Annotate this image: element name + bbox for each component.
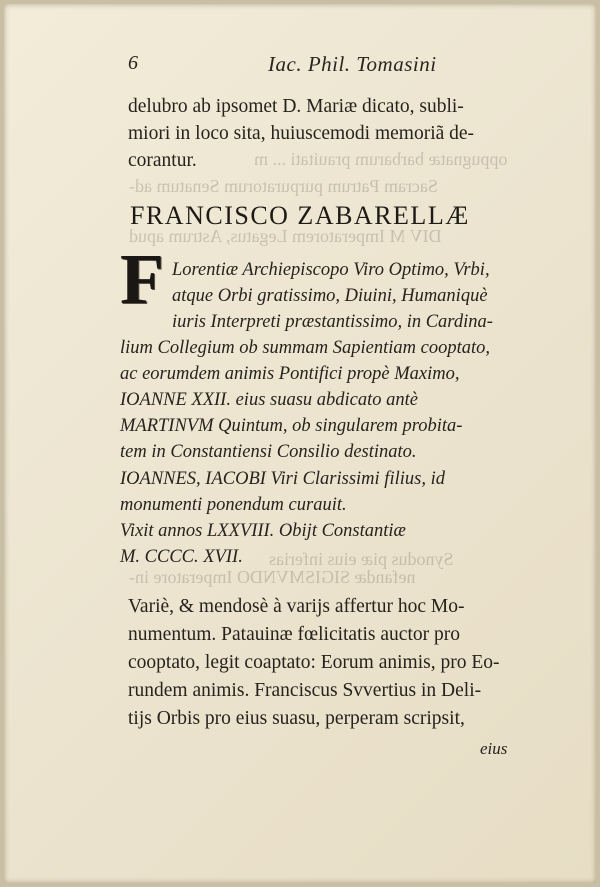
inscription-line: ac eorumdem animis Pontifici propè Maximo, [120,364,460,384]
text-line: cooptato, legit coaptato: Eorum animis, pro Eo- [128,652,500,673]
show-through-text: DIV M Imperatorem Legatus, Astrum apud [129,226,442,246]
text-line: tijs Orbis pro eius suasu, perperam scripsit, [128,708,465,729]
show-through-text: Sacram Patrum purpuratorum Senatum ad- [129,176,438,196]
inscription-line: MARTINVM Quintum, ob singularem probita- [120,416,463,436]
text-line: corantur. [128,150,197,171]
inscription-line: atque Orbi gratissimo, Diuini, Humaniquè [172,286,488,306]
page-header [128,52,558,82]
inscription-line: IOANNE XXII. eius suasu abdicato antè [120,390,419,410]
inscription-line: IOANNES, IACOBI Viri Clarissimi filius, id [120,469,445,489]
inscription-line: M. CCCC. XVII. [120,547,243,567]
inscription-line: tem in Constantiensi Consilio destinato. [120,442,417,462]
drop-cap: F [120,239,164,319]
text-line: numentum. Patauinæ fœlicitatis auctor pro [128,624,460,645]
show-through-text: oppugnatæ barbarum prauitati ... m [254,149,508,169]
inscription-line: monumenti ponendum curauit. [120,495,347,515]
show-through-text: nefandæ SIGISMVNDO Imperatore in- [129,567,416,587]
inscription-line: lium Collegium ob summam Sapientiam cooptato, [120,338,490,358]
book-page [4,4,596,883]
inscription-line: iuris Interpreti præstantissimo, in Cardina- [172,312,493,332]
text-line: miori in loco sita, huiuscemodi memoriã de- [128,123,475,144]
inscription-title: FRANCISCO ZABARELLÆ [130,201,470,230]
text-line: rundem animis. Franciscus Svvertius in Deli- [128,680,482,701]
inscription-line: Lorentiæ Archiepiscopo Viro Optimo, Vrbi, [172,260,490,280]
catchword: eius [480,739,508,758]
page-number: 6 [128,52,138,74]
text-line: delubro ab ipsomet D. Mariæ dicato, subli- [128,96,464,117]
running-head: Iac. Phil. Tomasini [268,52,437,76]
text-line: Variè, & mendosè à varijs affertur hoc Mo- [128,596,465,617]
inscription-line: Vixit annos LXXVIII. Obijt Constantiæ [120,521,406,541]
show-through-text: Synodus piæ eius inferias [269,549,454,569]
